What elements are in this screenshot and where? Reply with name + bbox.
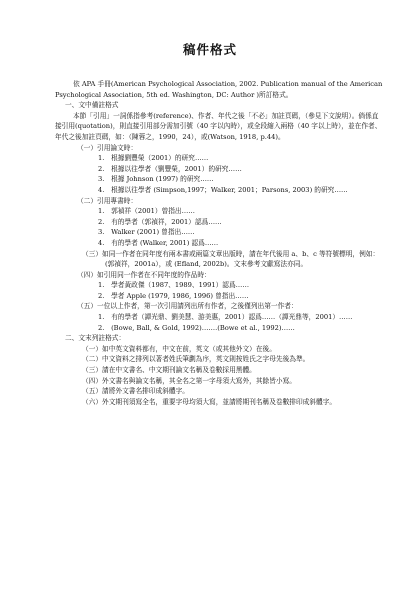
list-item: 3. 根據 Johnson (1997) 的研究…… [98,175,214,184]
list-item: 4. 有的學者 (Walker, 2001) 認爲…… [98,238,219,247]
list-item: （三）請在中文書名、中文期刊論文名稱及卷數採用黑體。 [82,366,256,375]
section-1-body: 本節「引用」一詞係指參考(reference)、作者、年代之後「不必」加註頁碼，（參見下文說明）。倘係直接引用(quotation)，則直接引用部分需加引號（40 字以內時），或全段縮入兩格（40 字以上時），並在作者、年代之後加註頁碼，如：（陳蓉之，1990，24），或(Watson, 1918, p.44)。 [55,111,382,141]
subsection-2-heading: （二）引用專書時： [77,196,138,205]
list-item: 2. 有的學者（郭禎祥，2001）認爲…… [98,217,222,226]
subsection-3-paragraph: （三）如同一作者在同年度有兩本書或兩篇文章出版時，請在年代後用 a、b、c 等符號標明，例如：(郭禎祥，2001a），或 (Efland, 2002b)。文末參考文獻寫法亦同。 [82,249,380,269]
list-item: （五）請將外文書名排印成斜體字。 [82,387,189,396]
list-item: （四）外文書名與論文名稱，其全名之第一字母須大寫外，其餘皆小寫。 [82,376,296,385]
list-item: 1. 有的學者（譚光鼎、劉美慧、游美惠，2001）認爲……（譚光鼎等，2001）…… [98,313,353,322]
document-title: 稿件格式 [182,42,237,57]
list-item: （一）如中英文資料都有，中文在前，英文（或其他外文）在後。 [82,344,276,353]
list-item: 2. 根據以往學者（劉豐榮，2001）的研究…… [98,164,242,173]
list-item: 1. 郭禎祥（2001）曾指出…… [98,207,195,216]
list-item: 2. 學者 Apple (1979, 1986, 1996) 曾指出…… [98,291,249,300]
list-item: 1. 學者黃政傑（1987、1989、1991）認爲…… [98,281,250,290]
list-item: 2. (Bowe, Ball, & Gold, 1992)…….(Bowe et al., 1992)…… [98,323,295,332]
list-item: 4. 根據以往學者 (Simpson,1997；Walker, 2001；Parsons, 2003) 的研究…… [98,185,348,194]
list-item: 3. Walker (2001) 曾指出…… [98,228,195,237]
document-body [55,79,385,407]
list-item: 1. 根據劉豐榮（2001）的研究…… [98,154,209,163]
intro-paragraph: 依 APA 手冊(American Psychological Association, 2002. Publication manual of the American Psychological Association, 5th ed. Washington, DC: Author )所訂格式。 [55,80,383,99]
subsection-4-heading: （四）如引用同一作者在不同年度的作品時： [77,270,211,279]
subsection-5-heading: （五）一位以上作者，第一次引用請列出所有作者，之後僅列出第一作者： [77,302,298,311]
section-1-heading: 一、文中備註格式 [65,101,119,110]
section-2-heading: 二、文末列註格式： [65,334,126,343]
subsection-1-heading: （一）引用論文時： [77,143,138,152]
list-item: （六）外文期刊須寫全名，重要字母均須大寫，並請將期刊名稱及卷數排印成斜體字。 [82,397,337,406]
list-item: （二）中文資料之排列以著者姓氏筆劃為序，英文則按姓氏之字母先後為準。 [82,355,310,364]
